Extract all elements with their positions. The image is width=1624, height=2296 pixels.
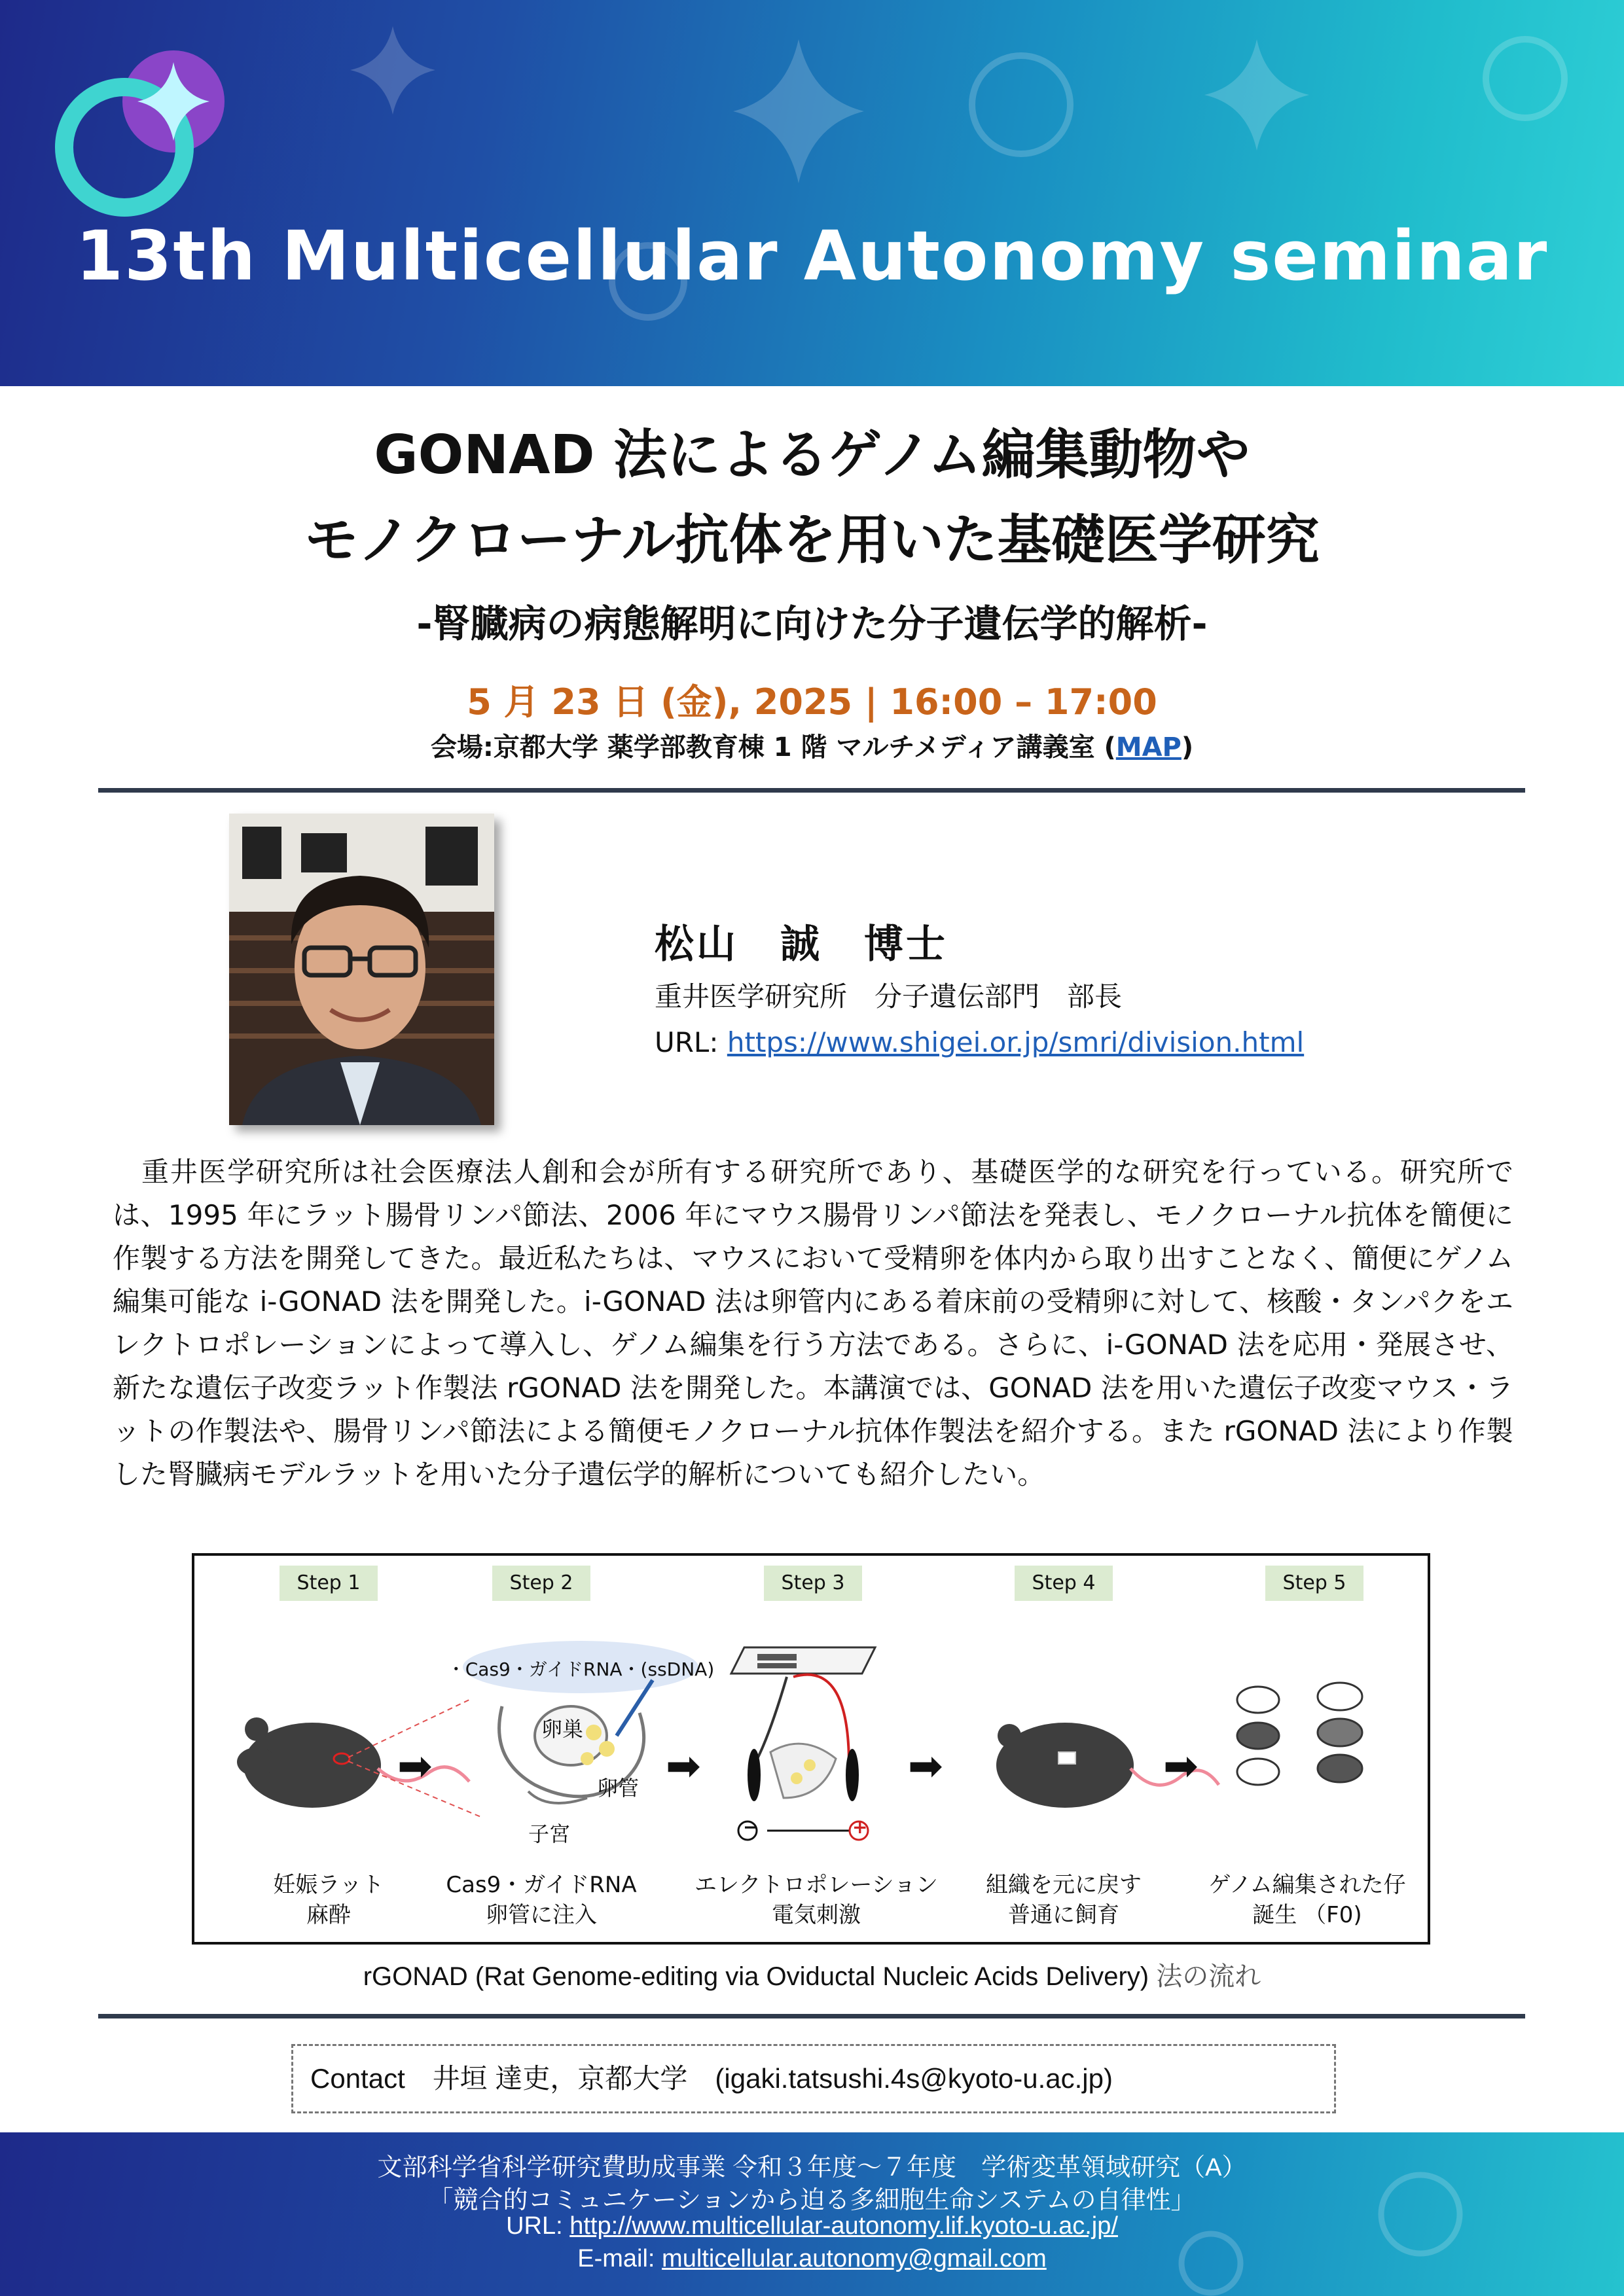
header-banner bbox=[0, 0, 1624, 386]
divider bbox=[98, 2014, 1525, 2018]
step-3-caption-line2: 電気刺激 bbox=[772, 1902, 861, 1928]
url-label: URL: bbox=[655, 1026, 727, 1058]
star-decoration bbox=[1204, 39, 1309, 151]
figure-caption-suffix: 法の流れ bbox=[1149, 1962, 1261, 1991]
seminar-title: 13th Multicellular Autonomy seminar bbox=[75, 216, 1549, 296]
footer-grant-line: 文部科学省科学研究費助成事業 令和３年度～７年度 学術変革領域研究（A） bbox=[377, 2154, 1247, 2181]
footer-email-line bbox=[0, 2245, 1624, 2273]
speaker-name: 松山 誠 博士 bbox=[655, 922, 948, 967]
plus-electrode-label: + bbox=[852, 1816, 868, 1838]
venue-text: 会場:京都大学 薬学部教育棟 1 階 マルチメディア講義室 ( bbox=[430, 732, 1116, 762]
step-5-caption-line2: 誕生 （F0) bbox=[1252, 1902, 1362, 1928]
figure-caption-text: rGONAD (Rat Genome-editing via Oviductal Nucleic Acids Delivery) bbox=[363, 1962, 1149, 1991]
footer-url-line bbox=[0, 2212, 1624, 2240]
flow-arrow: ➡ bbox=[397, 1742, 433, 1791]
anesthetized-rat-illustration bbox=[237, 1700, 482, 1818]
event-date: 5 月 23 日 (金), 2025 | 16:00 – 17:00 bbox=[467, 681, 1157, 723]
footer-email-link[interactable]: multicellular.autonomy@gmail.com bbox=[662, 2245, 1047, 2272]
step-5-caption-line1: ゲノム編集された仔 bbox=[1208, 1872, 1406, 1898]
step-1-caption-line1: 妊娠ラット bbox=[273, 1872, 384, 1898]
flow-arrow: ➡ bbox=[1163, 1742, 1199, 1791]
flow-arrow: ➡ bbox=[666, 1742, 701, 1791]
footer-banner bbox=[0, 2132, 1624, 2296]
divider bbox=[98, 788, 1525, 793]
step-2-badge: Step 2 bbox=[492, 1566, 590, 1601]
step-2-caption-line2: 卵管に注入 bbox=[486, 1902, 597, 1928]
map-link[interactable]: MAP bbox=[1115, 732, 1182, 762]
reagent-bubble-label: ・Cas9・ガイドRNA・(ssDNA) bbox=[446, 1659, 715, 1680]
footer-url-label: URL: bbox=[506, 2212, 570, 2240]
event-venue bbox=[0, 726, 1624, 764]
ring-decoration bbox=[1486, 39, 1564, 118]
minus-electrode-label: − bbox=[743, 1816, 759, 1838]
step-4-caption-line1: 組織を元に戻す bbox=[986, 1872, 1142, 1898]
figure-caption bbox=[0, 1956, 1624, 1993]
star-decoration bbox=[733, 39, 864, 183]
venue-close: ) bbox=[1181, 732, 1194, 762]
step-1-caption bbox=[221, 1870, 437, 1930]
uterus-label: 子宮 bbox=[528, 1821, 571, 1846]
oviduct-label: 卵管 bbox=[597, 1776, 640, 1801]
talk-title-line1: GONAD 法によるゲノム編集動物や bbox=[374, 424, 1250, 486]
step-4-caption-line2: 普通に飼育 bbox=[1008, 1902, 1119, 1928]
abstract-text: 重井医学研究所は社会医療法人創和会が所有する研究所であり、基礎医学的な研究を行っている。研究所では、1995 年にラット腸骨リンパ節法、2006 年にマウス腸骨リンパ節法を発表し、モノクローナル抗体を簡便に作製する方法を開発してきた。最近私たちは、マウスにおいて受精卵を体内から取り出すことなく、簡便にゲノム編集可能な i-GONAD 法を開発した。i-GONAD 法は卵管内にある着床前の受精卵に対して、核酸・タンパクをエレクトロポレーションによって導入し、ゲノム編集を行う方法である。さらに、i-GONAD 法を応用・発展させ、新たな遺伝子改変ラット作製法 rGONAD 法を開発した。本講演では、GONAD 法を用いた遺伝子改変マウス・ラットの作製法や、腸骨リンパ節法による簡便モノクローナル抗体作製法を紹介する。また rGONAD 法により作製した腎臓病モデルラットを用いた分子遺伝学的解析についても紹介したい。 bbox=[113, 1156, 1513, 1490]
step-5-badge: Step 5 bbox=[1265, 1566, 1363, 1601]
pups-illustration bbox=[1237, 1683, 1362, 1785]
step-3-badge: Step 3 bbox=[764, 1566, 862, 1601]
star-decoration bbox=[350, 26, 435, 115]
seminar-logo bbox=[64, 50, 225, 207]
talk-subtitle: -腎臓病の病態解明に向けた分子遺伝学的解析- bbox=[416, 601, 1208, 646]
speaker-photo bbox=[229, 814, 494, 1125]
flow-arrow: ➡ bbox=[908, 1742, 943, 1791]
step-3-caption-line1: エレクトロポレーション bbox=[695, 1872, 938, 1898]
speaker-url-link[interactable]: https://www.shigei.or.jp/smri/division.html bbox=[727, 1026, 1305, 1058]
step-1-badge: Step 1 bbox=[280, 1566, 378, 1601]
step-2-caption bbox=[433, 1870, 649, 1930]
step-3-caption bbox=[685, 1870, 947, 1930]
step-4-caption bbox=[956, 1870, 1172, 1930]
figure-illustrations bbox=[194, 1602, 1428, 1863]
rgonad-figure bbox=[192, 1553, 1430, 1945]
contact-box: Contact 井垣 達吏，京都大学 (igaki.tatsushi.4s@kyoto-u.ac.jp) bbox=[291, 2044, 1336, 2113]
speaker-url-line bbox=[655, 1026, 1304, 1058]
speaker-affiliation: 重井医学研究所 分子遺伝部門 部長 bbox=[655, 980, 1123, 1013]
step-5-caption bbox=[1189, 1870, 1425, 1930]
footer-project-title: 「競合的コミュニケーションから迫る多細胞生命システムの自律性」 bbox=[428, 2187, 1196, 2214]
step-2-caption-line1: Cas9・ガイドRNA bbox=[446, 1872, 637, 1898]
ovary-label: 卵巣 bbox=[541, 1717, 584, 1742]
talk-title-line2: モノクローナル抗体を用いた基礎医学研究 bbox=[304, 509, 1320, 571]
ring-decoration bbox=[972, 56, 1070, 154]
footer-url-link[interactable]: http://www.multicellular-autonomy.lif.kyoto-u.ac.jp/ bbox=[569, 2212, 1118, 2240]
electroporation-illustration bbox=[731, 1647, 875, 1840]
header-decoration bbox=[0, 0, 1624, 386]
step-4-badge: Step 4 bbox=[1015, 1566, 1113, 1601]
footer-email-label: E-mail: bbox=[577, 2245, 662, 2272]
step-1-caption-line2: 麻酔 bbox=[306, 1902, 351, 1928]
